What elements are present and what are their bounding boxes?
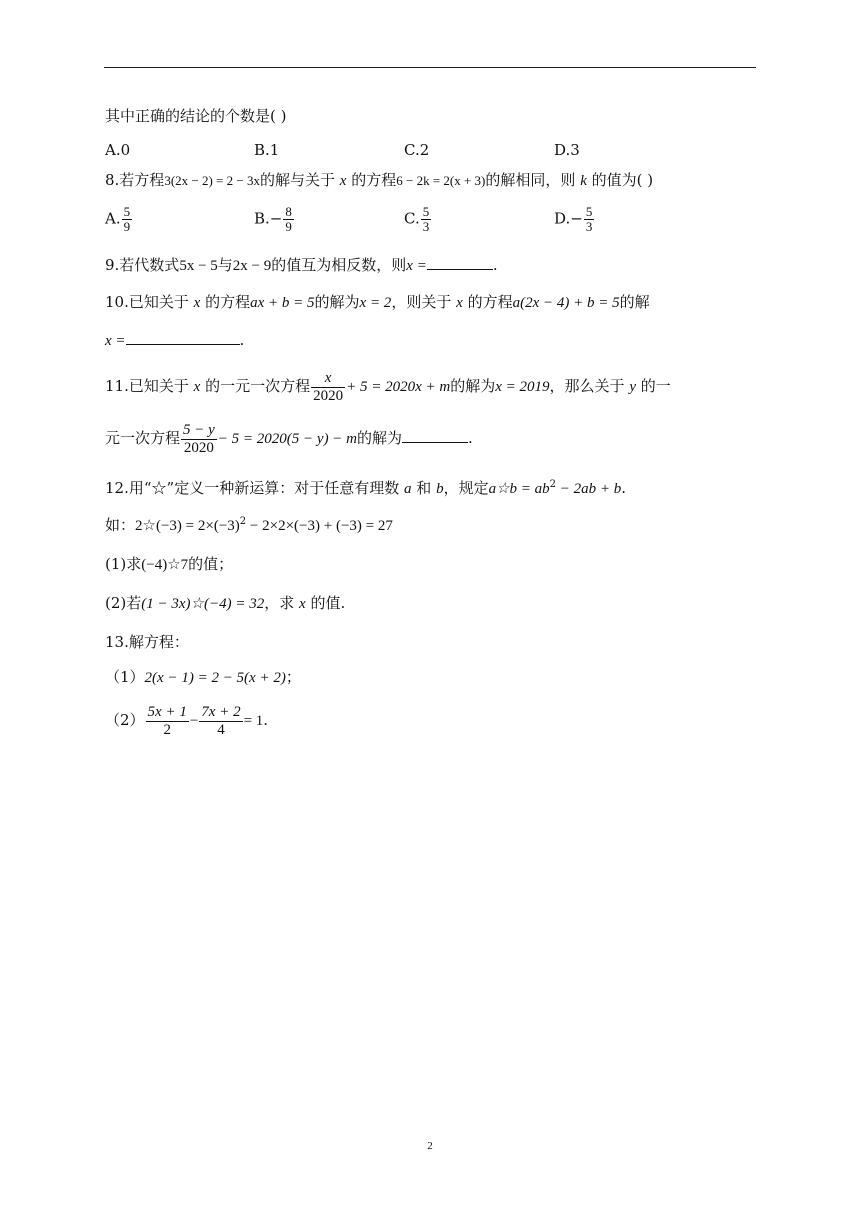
answer-blank — [402, 428, 468, 443]
q11-stem-line-2: 元一次方程 $\frac{5 - y}{2020}$ − 5 = 2020(5 − y) − m的解为 . — [105, 421, 473, 456]
fraction: $\frac{5 - y}{2020}$ — [183, 421, 215, 456]
q7-option-a: A.0 — [105, 141, 131, 159]
q7-option-c: C.2 — [404, 141, 430, 159]
answer-blank — [126, 330, 240, 345]
q12-example: 如：2☆(−3) = $2\times(-3)^2 - 2\times 2\times(-3) + (-3) = 27$ — [105, 516, 393, 534]
fraction: $\frac{8}{9}$ — [285, 204, 292, 234]
q13-part-2: （2） $\frac{5x + 1}{2}$ − $\frac{7x + 2}{4}$ = 1. — [105, 703, 269, 738]
answer-blank — [427, 255, 493, 270]
q8-option-a: A. $\frac{5}{9}$ — [105, 204, 131, 234]
q13-title: 13.解方程： — [105, 633, 189, 651]
q12-part-2: (2)若(1 − 3x)☆(−4) = 32，求 x 的值. — [105, 594, 346, 612]
q10-stem: 10.已知关于 x 的方程ax + b = 5的解为x = 2，则关于 x 的方程a(2x − 4) + b = 5的解 — [105, 293, 650, 311]
fraction: $\frac{5x + 1}{2}$ — [147, 703, 187, 738]
q7-option-b: B.1 — [254, 141, 280, 159]
q8-equation-2: 6 − 2k = 2(x + 3) — [396, 173, 486, 188]
q7-stem: 其中正确的结论的个数是( ) — [105, 107, 287, 125]
q13-part-1: （1）2(x − 1) = 2 − 5(x + 2)； — [105, 668, 301, 686]
page-number: 2 — [427, 1140, 433, 1152]
fraction: $\frac{5}{3}$ — [422, 204, 430, 234]
q8-equation-1: 3(2x − 2) = 2 − 3x — [164, 173, 260, 188]
q8-stem: 8.若方程3(2x − 2) = 2 − 3x的解与关于 x 的方程6 − 2k = 2(x + 3)的解相同，则 k 的值为( ) — [105, 171, 654, 189]
q7-option-d: D.3 — [554, 141, 580, 159]
q12-part-1: (1)求(−4)☆7的值； — [105, 555, 234, 573]
q11-stem: 11.已知关于 x 的一元一次方程 $\frac{x}{2020}$ + 5 = 2020x + m的解为x = 2019，那么关于 y 的一 — [105, 369, 671, 404]
fraction: $\frac{5}{9}$ — [123, 204, 131, 234]
header-rule — [104, 67, 756, 68]
q10-answer-line: x = . — [105, 331, 245, 349]
q8-option-c: C. $\frac{5}{3}$ — [404, 204, 430, 234]
q9-stem: 9.若代数式5x − 5与2x − 9的值互为相反数，则x = . — [105, 256, 498, 274]
q8-option-d: D.− $\frac{5}{3}$ — [554, 204, 593, 234]
fraction: $\frac{7x + 2}{4}$ — [201, 703, 241, 738]
fraction: $\frac{x}{2020}$ — [313, 369, 344, 404]
q8-option-b: B.− $\frac{8}{9}$ — [254, 204, 292, 234]
fraction: $\frac{5}{3}$ — [585, 204, 593, 234]
q12-stem: 12.用“☆”定义一种新运算：对于任意有理数 a 和 b，规定a☆b = $ab^2 - 2ab + b$. — [105, 479, 627, 497]
